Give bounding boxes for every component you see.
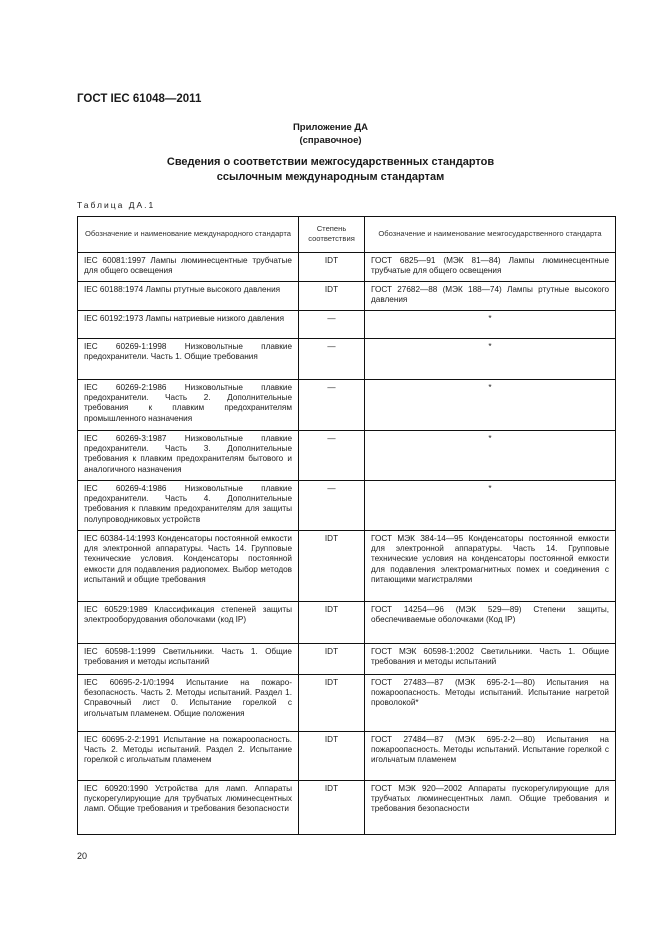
section-title-line2: ссылочным международным стандартам — [216, 171, 445, 183]
document-header: ГОСТ IEC 61048—2011 — [77, 93, 202, 105]
international-standard-cell: IEC 60695-2-2:1991 Испытание на пожароопасность. Часть 2. Методы испытаний. Раздел 2. Испытание горелкой с игольчатым пламенем — [78, 732, 299, 781]
table-row — [78, 675, 616, 732]
international-standard-cell: IEC 60269-1:1998 Низковольтные плавкие предохранители. Часть 1. Общие требования — [78, 339, 299, 380]
table-row — [78, 431, 616, 481]
international-standard-cell: IEC 60269-2:1986 Низковольтные плавкие предохранители. Часть 2. Дополнительные требования к плавким предохранителям промышленного назначения — [78, 380, 299, 431]
degree-cell: — — [299, 481, 365, 531]
interstate-standard-cell: ГОСТ 6825—91 (МЭК 81—84) Лампы люминесцентные трубчатые для общего освещения — [365, 253, 616, 282]
interstate-standard-cell: ГОСТ МЭК 384-14—95 Конденсаторы постоянной емкости для электронной аппаратуры. Часть 14. Групповые технические условия на конденсаторы постоянной емкости для подавления электромагнитных помех и соединения с питающими магистралями — [365, 531, 616, 602]
interstate-standard-cell: * — [365, 380, 616, 431]
international-standard-cell: IEC 60695-2-1/0:1994 Испытание на пожаробезопасность. Часть 2. Методы испытаний. Раздел 1. Справочный лист 0. Испытание горелкой с игольчатым пламенем. Общие положения — [78, 675, 299, 732]
appendix-heading — [0, 121, 661, 147]
appendix-subtitle: (справочное) — [299, 135, 362, 146]
table-row — [78, 644, 616, 675]
interstate-standard-cell: ГОСТ 27484—87 (МЭК 695-2-2—80) Испытания на пожароопасность. Методы испытаний. Испытание горелкой с игольчатым пламенем — [365, 732, 616, 781]
table-row — [78, 253, 616, 282]
interstate-standard-cell: ГОСТ 27682—88 (МЭК 188—74) Лампы ртутные высокого давления — [365, 282, 616, 311]
degree-cell: IDT — [299, 644, 365, 675]
table-row — [78, 531, 616, 602]
international-standard-cell: IEC 60384-14:1993 Конденсаторы постоянной емкости для электронной аппаратуры. Часть 14. Групповые технические условия. Конденсаторы постоянной емкости для подавления радиопомех. Выбор методов испытаний и общие требования — [78, 531, 299, 602]
international-standard-cell: IEC 60529:1989 Классификация степеней защиты электрооборудования оболочками (код IP) — [78, 602, 299, 644]
degree-cell: IDT — [299, 253, 365, 282]
degree-cell: IDT — [299, 781, 365, 835]
interstate-standard-cell: * — [365, 481, 616, 531]
international-standard-cell: IEC 60269-3:1987 Низковольтные плавкие предохранители. Часть 3. Дополнительные требования к плавким предохранителям бытового и аналогичного назначения — [78, 431, 299, 481]
table-row — [78, 602, 616, 644]
degree-cell: — — [299, 431, 365, 481]
interstate-standard-cell: * — [365, 311, 616, 339]
table-row — [78, 732, 616, 781]
degree-cell: — — [299, 380, 365, 431]
interstate-standard-cell: ГОСТ 27483—87 (МЭК 695-2-1—80) Испытания на пожароопасность. Методы испытаний. Испытание нагретой проволокой* — [365, 675, 616, 732]
degree-cell: IDT — [299, 282, 365, 311]
degree-cell: — — [299, 311, 365, 339]
table-row — [78, 339, 616, 380]
degree-cell: IDT — [299, 675, 365, 732]
table-header-row — [78, 217, 616, 253]
appendix-title: Приложение ДА — [292, 122, 369, 133]
international-standard-cell: IEC 60192:1973 Лампы натриевые низкого давления — [78, 311, 299, 339]
table-row — [78, 282, 616, 311]
interstate-standard-cell: ГОСТ МЭК 920—2002 Аппараты пускорегулирующие для трубчатых люминесцентных ламп. Общие требования и требования безопасности — [365, 781, 616, 835]
international-standard-cell: IEC 60081:1997 Лампы люминесцентные трубчатые для общего освещения — [78, 253, 299, 282]
degree-cell: IDT — [299, 732, 365, 781]
international-standard-cell: IEC 60598-1:1999 Светильники. Часть 1. Общие требования и методы испытаний — [78, 644, 299, 675]
correspondence-table — [77, 216, 616, 835]
table-row — [78, 781, 616, 835]
section-title-line1: Сведения о соответствии межгосударственных стандартов — [166, 156, 495, 168]
degree-cell: IDT — [299, 602, 365, 644]
table-row — [78, 481, 616, 531]
table-label: Таблица ДА.1 — [77, 200, 156, 210]
international-standard-cell: IEC 60269-4:1986 Низковольтные плавкие предохранители. Часть 4. Дополнительные требования к плавким предохранителям для защиты полупроводниковых устройств — [78, 481, 299, 531]
interstate-standard-cell: ГОСТ 14254—96 (МЭК 529—89) Степени защиты, обеспечиваемые оболочками (Код IP) — [365, 602, 616, 644]
degree-cell: — — [299, 339, 365, 380]
table-row — [78, 311, 616, 339]
interstate-standard-cell: ГОСТ МЭК 60598-1:2002 Светильники. Часть 1. Общие требования и методы испытаний — [365, 644, 616, 675]
international-standard-cell: IEC 60920:1990 Устройства для ламп. Аппараты пускорегулирующие для трубчатых люминесцентных ламп. Общие требования и требования безопасности — [78, 781, 299, 835]
interstate-standard-cell: * — [365, 431, 616, 481]
table-row — [78, 380, 616, 431]
interstate-standard-cell: * — [365, 339, 616, 380]
international-standard-cell: IEC 60188:1974 Лампы ртутные высокого давления — [78, 282, 299, 311]
degree-cell: IDT — [299, 531, 365, 602]
column-header-degree: Степень соответствия — [299, 217, 365, 253]
section-title — [0, 155, 661, 185]
page-number: 20 — [77, 851, 88, 861]
column-header-interstate: Обозначение и наименование межгосударственного стандарта — [365, 217, 616, 253]
column-header-international: Обозначение и наименование международного стандарта — [78, 217, 299, 253]
